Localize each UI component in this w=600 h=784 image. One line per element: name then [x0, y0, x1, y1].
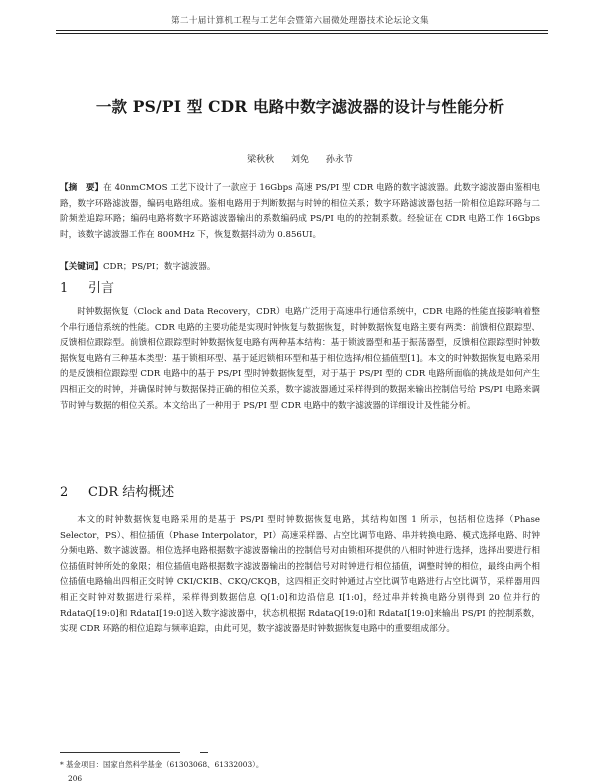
footnote-dash [200, 752, 208, 753]
abstract-label: 【摘 要】 [60, 183, 104, 193]
introduction-paragraph: 时钟数据恢复（Clock and Data Recovery，CDR）电路广泛用于高速串行通信系统中，CDR 电路的性能直接影响着整个串行通信系统的性能。CDR 电路的主要功能是实现时钟恢复与数据恢复，时钟数据恢复电路主要有两类：前馈相位跟踪型、反馈相位跟踪型。前馈相位跟踪型时钟数据恢复电路有两种基本结构：基于锁波器型和基于振荡器型，反馈相位跟踪型时钟数据恢复电路有三种基本类型：基于锁相环型、基于延迟锁相环型和基于相位选择/相位插值型[1]。本文的时钟数据恢复电路采用的是反馈相位跟踪型 CDR 电路中的基于 PS/PI 型时钟数据恢复型，对于基于 PS/PI 型的 CDR 电路所面临的挑战是如何产生四相正交的时钟，并确保时钟与数据保持正确的相位关系，数字滤波器通过采样得到的数据来输出控制信号给 PS/PI 电路来调节时钟与数据的相位关系。本文给出了一种用于 PS/PI 型 CDR 电路中的数字滤波器的详细设计及性能分析。 [60, 307, 540, 411]
header-rule-thin [56, 33, 548, 34]
author-3: 孙永节 [325, 155, 353, 165]
abstract [60, 181, 540, 243]
section-title: 引言 [88, 281, 115, 296]
author-1: 梁秋秋 [247, 155, 275, 165]
header-rule-thick [56, 30, 548, 31]
running-head: 第二十届计算机工程与工艺年会暨第六届微处理器技术论坛论文集 [171, 16, 429, 26]
section-heading-cdr-overview [60, 485, 174, 501]
section-number: 1 [60, 281, 69, 296]
section-title: CDR 结构概述 [88, 485, 175, 500]
page-number: 206 [68, 774, 83, 783]
keywords-label: 【关键词】 [60, 262, 103, 272]
cdr-overview-paragraph: 本文的时钟数据恢复电路采用的是基于 PS/PI 型时钟数据恢复电路，其结构如图 1 所示，包括相位选择（Phase Selector，PS）、相位插值（Phase Interpolator，PI）高速采样器、占空比调节电路、串并转换电路、模式选择电路、时钟分频电路、数字滤波器。相位选择电路根据数字滤波器输出的控制信号对由锁相环提供的八相时钟进行选择，选择出要进行相位插值时钟所处的象限；相位插值电路根据数字滤波器输出的控制信号对时钟进行相位插值，调整时钟的相位，最终由两个相位插值电路输出四相正交时钟 CKI/CKIB、CKQ/CKQB，这四相正交时钟通过占空比调节电路进行占空比调节，采样器用四相正交时钟对数据进行采样，采样得到数据信息 Q[1:0]和边沿信息 I[1:0]，经过串并转换电路分别得到 20 位并行的 RdataQ[19:0]和 RdataI[19:0]送入数字滤波器中，状态机根据 RdataQ[19:0]和 RdataI[19:0]来输出 PS/PI 的控制系数，实现 CDR 环路的相位追踪与频率追踪，由此可见，数字滤波器是时钟数据恢复电路中的重要组成部分。 [60, 515, 540, 635]
abstract-text: 在 40nmCMOS 工艺下设计了一款应于 16Gbps 高速 PS/PI 型 CDR 电路的数字滤波器。此数字滤波器由鉴相电路，数字环路滤波器，编码电路组成。鉴相电路用于判断数据与时钟的相位关系；数字环路滤波器包括一阶相位追踪环路与二阶频差追踪环路；编码电路将数字环路滤波器输出的系数编码成 PS/PI 电的的控制系数。经验证在 CDR 电路工作 16Gbps 时，该数字滤波器工作在 800MHz 下，恢复数据抖动为 0.856UI。 [60, 183, 540, 240]
keywords-text: CDR；PS/PI；数字滤波器。 [102, 262, 216, 272]
footnote-rule [60, 752, 180, 753]
author-2: 刘免 [290, 155, 309, 165]
paper-title: 一款 PS/PI 型 CDR 电路中数字滤波器的设计与性能分析 [95, 97, 505, 116]
funding-footnote: * 基金项目：国家自然科学基金（61303068、61332003）。 [60, 760, 264, 769]
keywords [60, 260, 540, 276]
section-heading-introduction [60, 281, 114, 297]
author-list [0, 152, 600, 165]
section-number: 2 [60, 485, 69, 500]
